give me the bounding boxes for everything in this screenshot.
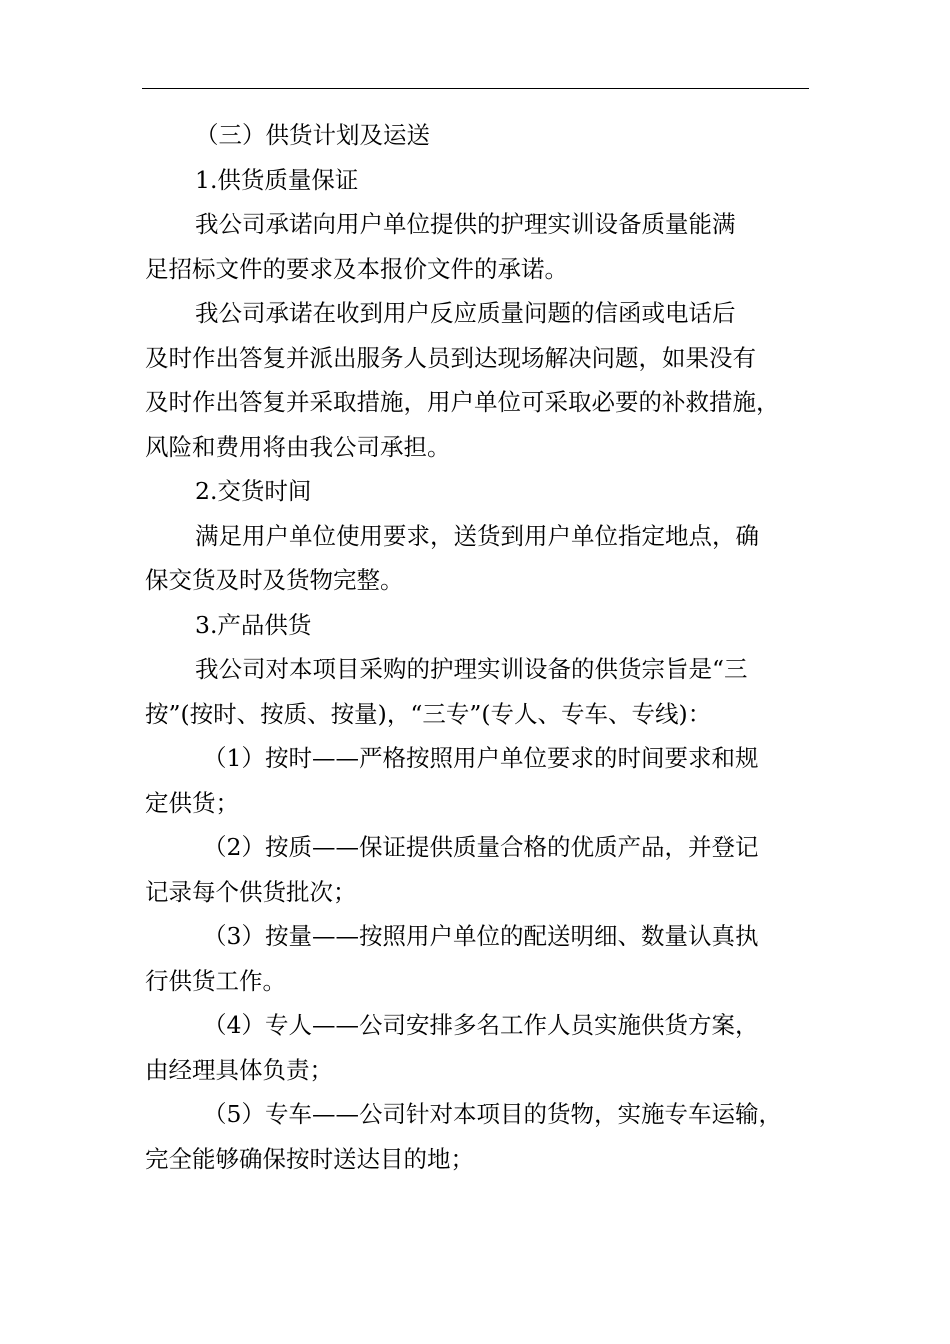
text-line: 及时作出答复并派出服务人员到达现场解决问题，如果没有	[145, 343, 756, 372]
list-item	[145, 1003, 835, 1092]
document-body	[145, 113, 835, 1181]
text-line: 我公司对本项目采购的护理实训设备的供货宗旨是“三	[195, 655, 748, 683]
text-line: 按”(按时、按质、按量)，“三专”(专人、专车、专线)：	[145, 699, 712, 728]
text-line: 及时作出答复并采取措施，用户单位可采取必要的补救措施，	[145, 388, 780, 416]
text-line: 我公司承诺在收到用户反应质量问题的信函或电话后	[195, 299, 736, 327]
subheading-product-supply: 3.产品供货	[195, 610, 312, 639]
paragraph-supply-principle	[145, 647, 835, 736]
subheading-delivery-time: 2.交货时间	[195, 477, 312, 505]
list-item	[145, 736, 835, 825]
subheading-quality: 1.供货质量保证	[195, 165, 359, 194]
text-line: （1）按时——严格按照用户单位要求的时间要求和规	[203, 744, 759, 772]
text-line: 足招标文件的要求及本报价文件的承诺。	[145, 254, 568, 283]
text-line: （3）按量——按照用户单位的配送明细、数量认真执	[203, 922, 759, 950]
list-item	[145, 1092, 835, 1181]
text-line: （2）按质——保证提供质量合格的优质产品，并登记	[203, 833, 759, 861]
paragraph-response-commitment	[145, 291, 835, 469]
text-line: 满足用户单位使用要求，送货到用户单位指定地点，确	[195, 521, 759, 550]
text-line: 由经理具体负责；	[145, 1055, 333, 1084]
header-rule	[142, 88, 809, 89]
section-heading: （三）供货计划及运送	[195, 121, 430, 149]
text-line: 完全能够确保按时送达目的地；	[145, 1144, 474, 1173]
list-item	[145, 914, 835, 1003]
text-line: （4）专人——公司安排多名工作人员实施供货方案，	[203, 1011, 759, 1039]
text-line: （5）专车——公司针对本项目的货物，实施专车运输，	[203, 1100, 782, 1128]
paragraph-delivery-time	[145, 514, 835, 603]
text-line: 记录每个供货批次；	[145, 877, 357, 906]
text-line: 我公司承诺向用户单位提供的护理实训设备质量能满	[195, 210, 736, 238]
text-line: 定供货；	[145, 788, 239, 817]
paragraph-quality-commitment	[145, 202, 835, 291]
text-line: 保交货及时及货物完整。	[145, 566, 404, 594]
text-line: 风险和费用将由我公司承担。	[145, 432, 451, 461]
text-line: 行供货工作。	[145, 966, 286, 995]
list-item	[145, 825, 835, 914]
